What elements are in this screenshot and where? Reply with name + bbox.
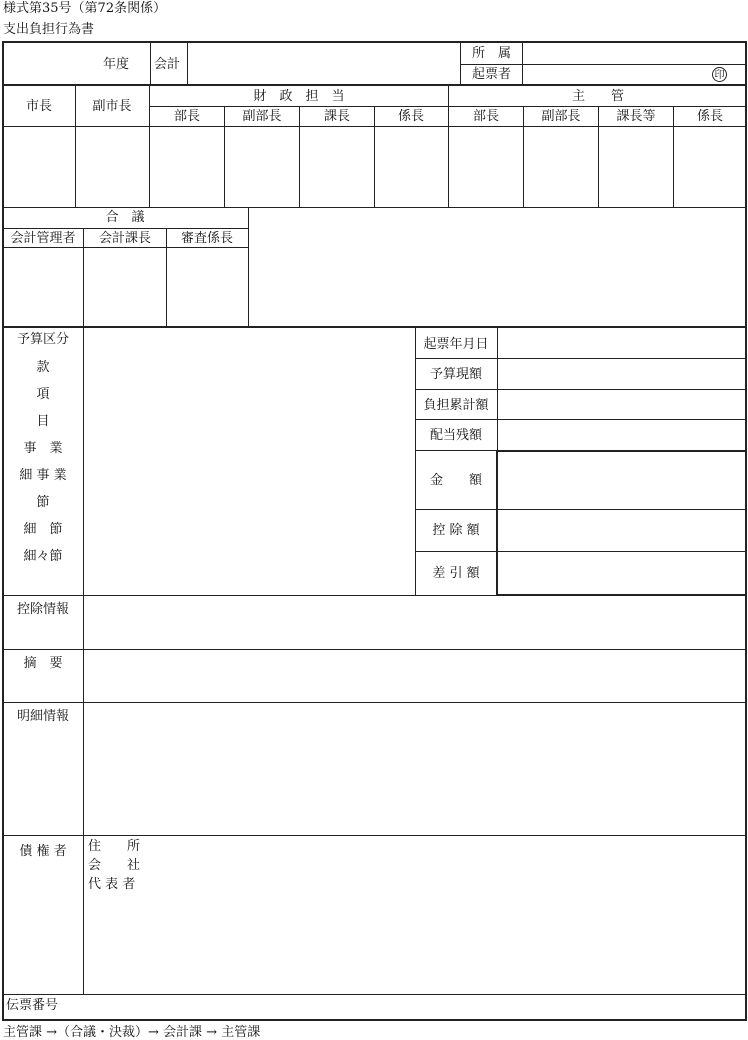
- finance-group-label: 財 政 担 当: [253, 89, 345, 104]
- budget-label: 目: [36, 414, 50, 429]
- creditor-address-label: 住 所: [88, 839, 141, 854]
- creditor-address-input[interactable]: [160, 838, 740, 855]
- detail-info-label: 明細情報: [16, 709, 70, 724]
- summary-input[interactable]: [87, 653, 742, 699]
- budget-label: 項: [36, 387, 50, 402]
- form-number: 様式第35号（第72条関係）: [3, 1, 167, 16]
- amount-label: 配当残額: [429, 428, 483, 443]
- budget-label: 予算区分: [16, 332, 70, 347]
- finance-col-label: 副部長: [242, 109, 282, 124]
- seal-mark: 印: [712, 67, 727, 82]
- deduction-info-label: 控除情報: [16, 602, 70, 617]
- draft-date-input[interactable]: [501, 332, 741, 356]
- account-input[interactable]: [190, 52, 456, 76]
- fiscal-year-label: 年度: [103, 57, 130, 72]
- account-label: 会計: [154, 57, 181, 72]
- allocation-balance-input[interactable]: [501, 423, 741, 447]
- amount-label: 控 除 額: [432, 523, 480, 538]
- supervisor-col-label: 部長: [472, 109, 500, 124]
- mayor-label: 市長: [25, 99, 53, 114]
- deduction-info-input[interactable]: [87, 600, 742, 646]
- routing-note: 主管課 →（合議・決裁）→ 会計課 → 主管課: [3, 1025, 261, 1040]
- summary-label: 摘 要: [23, 656, 63, 671]
- amount-label: 金 額: [429, 473, 483, 488]
- amount-label: 負担累計額: [423, 398, 489, 413]
- drafter-label: 起票者: [472, 67, 512, 82]
- creditor-label: 債 権 者: [19, 844, 67, 859]
- slip-number-input[interactable]: [80, 997, 740, 1017]
- fiscal-year-input[interactable]: [8, 52, 98, 76]
- creditor-company-input[interactable]: [160, 857, 740, 874]
- cumulative-burden-input[interactable]: [501, 393, 741, 417]
- slip-number-label: 伝票番号: [6, 998, 59, 1013]
- amount-label: 起票年月日: [423, 337, 489, 352]
- detail-info-input[interactable]: [87, 706, 742, 832]
- budget-label: 款: [36, 360, 50, 375]
- supervisor-col-label: 係長: [696, 109, 724, 124]
- current-budget-input[interactable]: [501, 362, 741, 386]
- budget-label: 細 節: [23, 522, 63, 537]
- creditor-representative-input[interactable]: [160, 876, 740, 893]
- supervisor-col-label: 副部長: [541, 109, 581, 124]
- budget-label: 節: [36, 495, 50, 510]
- department-label: 所 属: [472, 46, 512, 61]
- creditor-representative-label: 代 表 者: [88, 877, 136, 892]
- creditor-company-label: 会 社: [88, 858, 141, 873]
- amount-label: 差 引 額: [432, 566, 480, 581]
- deduction-amount-input[interactable]: [501, 513, 741, 549]
- consultation-col-label: 会計管理者: [10, 231, 76, 246]
- consultation-col-label: 審査係長: [180, 231, 234, 246]
- budget-classification-input[interactable]: [87, 332, 411, 590]
- supervisor-group-label: 主 管: [571, 89, 625, 104]
- budget-label: 細 事 業: [19, 468, 67, 483]
- budget-label: 細々節: [23, 549, 63, 564]
- amount-label: 予算現額: [429, 367, 483, 382]
- supervisor-col-label: 課長等: [616, 109, 656, 124]
- net-amount-input[interactable]: [501, 555, 741, 591]
- finance-col-label: 係長: [397, 109, 425, 124]
- budget-label: 事 業: [23, 441, 63, 456]
- consultation-group-label: 合 議: [105, 210, 145, 225]
- amount-input[interactable]: [501, 456, 741, 506]
- deputy-mayor-label: 副市長: [92, 99, 132, 114]
- form-title: 支出負担行為書: [3, 22, 95, 37]
- finance-col-label: 部長: [173, 109, 201, 124]
- finance-col-label: 課長: [323, 109, 351, 124]
- drafter-input[interactable]: [526, 66, 706, 83]
- consultation-col-label: 会計課長: [98, 231, 152, 246]
- department-input[interactable]: [526, 45, 742, 62]
